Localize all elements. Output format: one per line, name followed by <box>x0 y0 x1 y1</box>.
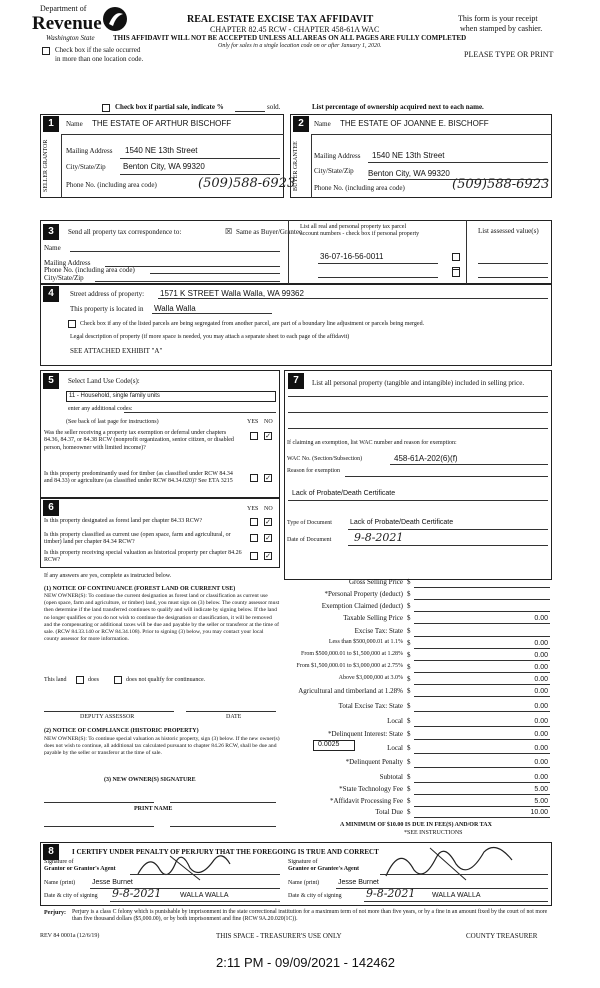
parcel-checkbox-3[interactable] <box>452 269 460 277</box>
tax-row-currency: $ <box>407 639 411 647</box>
tax-row-line <box>414 739 550 740</box>
buyer-phone-label: Phone No. (including area code) <box>314 184 405 192</box>
s5-no: NO <box>264 419 273 425</box>
section-8-number: 8 <box>43 844 59 860</box>
receipt-note: This form is your receipt <box>458 14 538 23</box>
seller-side-label: SELLER GRANTOR <box>43 139 49 193</box>
same-as-label: Same as Buyer/Grantee <box>236 228 303 236</box>
section-2-number: 2 <box>293 116 309 132</box>
grantor-name[interactable]: Jesse Burnet <box>92 879 133 886</box>
ownership-note: List percentage of ownership acquired next to each name. <box>312 103 484 111</box>
s6-question-3: Is this property receiving special valuation as historical property per chapter 84.26 RCW? <box>44 550 242 564</box>
s3-name-label: Name <box>44 244 61 252</box>
tax-row-line <box>414 767 550 768</box>
section-7-number: 7 <box>288 373 304 389</box>
segregated-checkbox[interactable] <box>68 320 76 328</box>
grantor-name-label: Name (print) <box>44 880 76 886</box>
land-use-label: Select Land Use Code(s): <box>68 377 140 385</box>
new-owner-sig-label: (3) NEW OWNER(S) SIGNATURE <box>104 777 196 783</box>
tax-row-currency: $ <box>407 797 411 805</box>
tax-row-currency: $ <box>407 744 411 752</box>
tax-row-currency: $ <box>407 773 411 781</box>
property-location[interactable]: Walla Walla <box>154 304 196 313</box>
seller-phone-label: Phone No. (including area code) <box>66 181 157 189</box>
grantee-date[interactable]: 9-8-2021 <box>366 887 416 900</box>
tax-row-currency: $ <box>407 590 411 598</box>
section-5-number: 5 <box>43 373 59 389</box>
tax-row-currency: $ <box>407 687 411 695</box>
print-name-label: PRINT NAME <box>134 806 173 812</box>
tax-row-value[interactable]: 0.00 <box>534 676 548 683</box>
this-land-label: This land <box>44 677 67 683</box>
tax-row-line <box>414 782 550 783</box>
section-7 <box>284 370 552 580</box>
grantor-sig-label: Signature of <box>44 859 74 865</box>
grantee-city[interactable]: WALLA WALLA <box>432 892 481 899</box>
tax-row-label: Above $3,000,000 at 3.0% <box>338 675 403 681</box>
grantee-sig-label-2: Grantee or Grantee's Agent <box>288 866 360 872</box>
certify-statement: I CERTIFY UNDER PENALTY OF PERJURY THAT THE FOREGOING IS TRUE AND CORRECT <box>72 848 379 856</box>
tax-row-line <box>414 726 550 727</box>
dor-logo <box>100 4 130 34</box>
tax-row-label: Local <box>387 717 403 725</box>
seller-mailing-label: Mailing Address <box>66 147 113 155</box>
tax-row-value[interactable]: 0.00 <box>534 731 548 738</box>
seller-mailing[interactable]: 1540 NE 13th Street <box>125 146 198 155</box>
tax-row-label: *Delinquent Interest: State <box>327 730 403 738</box>
s6-q2-no[interactable]: ✓ <box>265 534 271 542</box>
notice-compliance-title: (2) NOTICE OF COMPLIANCE (HISTORIC PROPERTY) <box>44 728 199 734</box>
assessor-date-label: DATE <box>226 714 242 720</box>
tax-row-label: Less than $500,000.01 at 1.1% <box>328 639 403 645</box>
buyer-name-label: Name <box>314 120 331 128</box>
tax-row-label: *State Technology Fee <box>339 785 403 793</box>
seller-city-label: City/State/Zip <box>66 163 106 171</box>
wac-label: WAC No. (Section/Subsection) <box>287 456 363 462</box>
located-label: This property is located in <box>70 305 144 313</box>
exemption-reason[interactable]: Lack of Probate/Death Certificate <box>292 490 396 497</box>
tax-row-value[interactable]: 0.00 <box>534 718 548 725</box>
tax-row-label: *Personal Property (deduct) <box>324 590 403 598</box>
tax-row-label: Subtotal <box>379 773 403 781</box>
grantor-date[interactable]: 9-8-2021 <box>112 887 162 900</box>
same-as-checkbox[interactable]: ☒ <box>225 227 233 236</box>
dept-name: Revenue <box>32 13 102 34</box>
s6-q1-yes[interactable] <box>250 518 258 526</box>
does-label: does <box>88 677 99 683</box>
tax-row-value[interactable]: 5.00 <box>534 786 548 793</box>
tax-row-currency: $ <box>407 614 411 622</box>
grantor-city[interactable]: WALLA WALLA <box>180 892 229 899</box>
parcel-header: List all real and personal property tax parcel <box>300 224 407 230</box>
s3-phone-label: Phone No. (including area code) <box>44 266 135 274</box>
property-street[interactable]: 1571 K STREET Walla Walla, WA 99362 <box>160 289 304 298</box>
land-does-checkbox[interactable] <box>76 676 84 684</box>
tax-row-label: From $500,000.01 to $1,500,000 at 1.28% <box>301 651 403 657</box>
s6-q1-no[interactable]: ✓ <box>265 518 271 526</box>
tax-row-value[interactable]: 0.00 <box>534 759 548 766</box>
tax-row-value[interactable]: 0.00 <box>534 774 548 781</box>
exemption-claim-label: If claiming an exemption, list WAC number and reason for exemption: <box>287 440 457 446</box>
form-subtitle: CHAPTER 82.45 RCW - CHAPTER 458-61A WAC <box>210 25 380 34</box>
seller-phone[interactable]: (509)588-6923 <box>198 176 296 191</box>
grantee-name-label: Name (print) <box>288 880 320 886</box>
tax-row-currency: $ <box>407 730 411 738</box>
tax-row-label: *Affidavit Processing Fee <box>330 797 403 805</box>
grantor-date-label: Date & city of signing <box>44 893 98 899</box>
grantee-sig-label: Signature of <box>288 859 318 865</box>
tax-row-label: Excise Tax: State <box>354 627 403 635</box>
assessed-header: List assessed value(s) <box>478 227 539 235</box>
location-note: Only for sales in a single location code on or after January 1, 2020. <box>218 43 382 49</box>
send-correspondence-label: Send all property tax correspondence to: <box>68 228 182 236</box>
doc-date[interactable]: 9-8-2021 <box>354 531 404 544</box>
grantee-name[interactable]: Jesse Burnet <box>338 879 379 886</box>
tax-row-currency: $ <box>407 785 411 793</box>
tax-row-value[interactable]: 0.00 <box>534 688 548 695</box>
doc-type[interactable]: Lack of Probate/Death Certificate <box>350 519 454 526</box>
tax-row-currency: $ <box>407 602 411 610</box>
tax-row-value[interactable]: 0.00 <box>534 664 548 671</box>
tax-row-line <box>414 660 550 661</box>
buyer-mailing[interactable]: 1540 NE 13th Street <box>372 151 445 160</box>
minimum-due-note: A MINIMUM OF $10.00 IS DUE IN FEE(S) AND/OR TAX <box>340 822 492 828</box>
dept-label: Department of <box>40 4 87 13</box>
tax-row-line <box>414 711 550 712</box>
s6-q3-no[interactable]: ✓ <box>265 552 271 560</box>
form-revision: REV 84 0001a (12/6/19) <box>40 933 100 939</box>
section-3-number: 3 <box>43 224 59 240</box>
receipt-stamp: 2:11 PM - 09/09/2021 - 142462 <box>216 955 395 970</box>
tax-row-value[interactable]: 0.00 <box>534 745 548 752</box>
notice-continuance-title: (1) NOTICE OF CONTINUANCE (FOREST LAND OR CURRENT USE) <box>44 586 236 592</box>
s5-q2-yes[interactable] <box>250 474 258 482</box>
s5-question-1: Was the seller receiving a property tax exemption or deferral under chapters 84.36, 84.37, or 84.38 RCW (nonprofit organization, senior citizen, or disabled person, homeowner with limited income)? <box>44 430 234 451</box>
tax-row-line <box>414 636 550 637</box>
tax-row-label: Total Due <box>375 808 403 816</box>
sold-label: sold. <box>267 103 281 111</box>
tax-row-currency: $ <box>407 663 411 671</box>
see-instructions: *SEE INSTRUCTIONS <box>404 830 463 836</box>
tax-row-line <box>414 817 550 818</box>
county-treasurer: COUNTY TREASURER <box>466 932 538 940</box>
doc-type-label: Type of Document <box>287 520 332 526</box>
s3-city-label: City/State/Zip <box>44 274 84 282</box>
deputy-assessor-label: DEPUTY ASSESSOR <box>80 714 135 720</box>
land-does-not-checkbox[interactable] <box>114 676 122 684</box>
tax-row-currency: $ <box>407 758 411 766</box>
s6-no: NO <box>264 506 273 512</box>
tax-row-line <box>414 672 550 673</box>
partial-sale-label: Check box if partial sale, indicate % <box>115 103 224 111</box>
tax-row-label: Exemption Claimed (deduct) <box>321 602 403 610</box>
seller-city[interactable]: Benton City, WA 99320 <box>123 162 205 171</box>
notice-continuance-body: NEW OWNER(S): To continue the current designation as forest land or classification as current use (open space, farm and agriculture, or timber) land, you must sign on (3) below. The county assessor must then determine if the land transferred continues to qualify and will indicate by signing below. If the land no longer qualifies or you do not wish to continue the designation or classification, it will be removed and the compensating or additional taxes will be due and payable by the seller or transferor at the time of sale. (RCW 84.33.140 or RCW 84.34.108). Prior to signing (3) below, you may contact your local county assessor for more information. <box>44 593 280 643</box>
tax-row-value[interactable]: 0.00 <box>534 652 548 659</box>
tax-row-line <box>414 587 550 588</box>
state-label: Washington State <box>46 34 95 42</box>
legal-description-label: Legal description of property (if more space is needed, you may attach a separate sheet to each page of the affidavit) <box>70 334 350 340</box>
buyer-name[interactable]: THE ESTATE OF JOANNE E. BISCHOFF <box>340 119 489 128</box>
tax-row-value[interactable]: 10.00 <box>530 809 548 816</box>
tax-row-label: Taxable Selling Price <box>343 614 403 622</box>
grantee-signature[interactable] <box>380 840 520 884</box>
tax-row-line <box>414 794 550 795</box>
seller-name[interactable]: THE ESTATE OF ARTHUR BISCHOFF <box>92 119 232 128</box>
doc-date-label: Date of Document <box>287 537 332 543</box>
tax-row-line <box>414 623 550 624</box>
s5-question-2: Is this property predominantly used for timber (as classified under RCW 84.34 and 84.33) or agriculture (as classified under RCW 84.34.020)? See ETA 3215 <box>44 471 233 485</box>
receipt-note-2: when stamped by cashier. <box>460 24 543 33</box>
tax-row-value[interactable]: 0.00 <box>534 703 548 710</box>
buyer-phone[interactable]: (509)588-6923 <box>452 177 550 192</box>
notice-compliance-body: NEW OWNER(S): To continue special valuation as historic property, sign (3) below. If the new owner(s) does not wish to continue, all additional tax calculated pursuant to chapter 84.26 RCW, shall be due and payable by the seller or transferor at the time of sale. <box>44 736 280 757</box>
seller-name-label: Name <box>66 120 83 128</box>
multi-location-label: Check box if the sale occurred <box>55 46 141 54</box>
legal-description[interactable]: SEE ATTACHED EXHIBIT "A" <box>70 347 163 355</box>
perjury-statement: Perjury is a class C felony which is punishable by imprisonment in the state correctional institution for a maximum term of not more than five years, or by a fine in an amount fixed by the court of not more than five thousand dollars ($5,000.00), or by both imprisonment and fine (RCW 9A.20.020(1C)). <box>72 909 548 923</box>
tax-row-currency: $ <box>407 808 411 816</box>
s3-mailing-label: Mailing Address <box>44 259 91 267</box>
tax-row-label: From $1,500,000.01 to $3,000,000 at 2.75% <box>296 663 403 669</box>
s6-question-2: Is this property classified as current use (open space, farm and agricultural, or timber) land per chapter 84.34 RCW? <box>44 532 231 546</box>
partial-sale-checkbox[interactable] <box>102 104 110 112</box>
treasurer-use: THIS SPACE - TREASURER'S USE ONLY <box>216 932 342 940</box>
grantor-signature[interactable] <box>130 846 240 882</box>
tax-row-value[interactable]: 0.00 <box>534 615 548 622</box>
tax-row-currency: $ <box>407 702 411 710</box>
wac-number[interactable]: 458-61A-202(6)(f) <box>394 454 458 463</box>
additional-codes-label: enter any additional codes: <box>68 406 133 412</box>
buyer-city[interactable]: Benton City, WA 99320 <box>368 169 450 178</box>
s5-q1-no[interactable]: ✓ <box>265 432 271 440</box>
tax-row-label: Total Excise Tax: State <box>338 702 403 710</box>
grantee-date-label: Date & city of signing <box>288 893 342 899</box>
tax-row-line <box>414 806 550 807</box>
parcel-number[interactable]: 36-07-16-56-0011 <box>320 252 384 261</box>
tax-row-label: Agricultural and timberland at 1.28% <box>298 687 403 695</box>
completion-warning: THIS AFFIDAVIT WILL NOT BE ACCEPTED UNLESS ALL AREAS ON ALL PAGES ARE FULLY COMPLETED <box>113 34 467 42</box>
tax-row-line <box>414 599 550 600</box>
local-rate: 0.0025 <box>318 741 340 748</box>
tax-row-line <box>414 753 550 754</box>
segregated-label: Check box if any of the listed parcels are being segregated from another parcel, are part of a boundary line adjustment or parcels being merged. <box>80 321 425 327</box>
form-title: REAL ESTATE EXCISE TAX AFFIDAVIT <box>187 14 374 25</box>
multi-location-label-2: in more than one location code. <box>55 55 144 63</box>
s6-q2-yes[interactable] <box>250 534 258 542</box>
tax-row-currency: $ <box>407 627 411 635</box>
tax-row-label: Gross Selling Price <box>348 578 403 586</box>
buyer-mailing-label: Mailing Address <box>314 152 361 160</box>
land-use-value: 11 - Household, single family units <box>69 393 160 399</box>
section-6-number: 6 <box>43 500 59 516</box>
tax-row-value[interactable]: 0.00 <box>534 640 548 647</box>
personal-property-label: List all personal property (tangible and intangible) included in selling price. <box>312 379 525 387</box>
type-print-note: PLEASE TYPE OR PRINT <box>464 50 554 59</box>
s6-question-1: Is this property designated as forest land per chapter 84.33 RCW? <box>44 518 203 524</box>
section-4-number: 4 <box>43 286 59 302</box>
section-1-number: 1 <box>43 116 59 132</box>
parcel-checkbox-1[interactable] <box>452 253 460 261</box>
street-label: Street address of property: <box>70 290 145 298</box>
tax-row-line <box>414 696 550 697</box>
tax-row-line <box>414 684 550 685</box>
tax-row-line <box>414 611 550 612</box>
does-not-label: does not qualify for continuance. <box>126 677 206 683</box>
grantor-sig-label-2: Grantor or Grantor's Agent <box>44 866 116 872</box>
tax-row-currency: $ <box>407 675 411 683</box>
parcel-header-2: account numbers - check box if personal property <box>300 231 420 237</box>
s5-yes: YES <box>247 419 259 425</box>
tax-row-currency: $ <box>407 717 411 725</box>
tax-row-label: Local <box>387 744 403 752</box>
perjury-label: Perjury: <box>44 910 66 916</box>
s5-q2-no[interactable]: ✓ <box>265 474 271 482</box>
see-back-note: (See back of last page for instructions) <box>66 419 159 425</box>
s6-yes: YES <box>247 506 259 512</box>
reason-label: Reason for exemption <box>287 468 340 474</box>
s5-q1-yes[interactable] <box>250 432 258 440</box>
tax-row-value[interactable]: 5.00 <box>534 798 548 805</box>
tax-row-label: *Delinquent Penalty <box>345 758 403 766</box>
buyer-city-label: City/State/Zip <box>314 167 354 175</box>
tax-row-line <box>414 648 550 649</box>
buyer-side-label: BUYER GRANTEE <box>293 141 299 191</box>
if-yes-note: If any answers are yes, complete as instructed below. <box>44 573 172 579</box>
tax-row-currency: $ <box>407 651 411 659</box>
multi-location-checkbox[interactable] <box>42 47 50 55</box>
s6-q3-yes[interactable] <box>250 552 258 560</box>
tax-row-currency: $ <box>407 578 411 586</box>
